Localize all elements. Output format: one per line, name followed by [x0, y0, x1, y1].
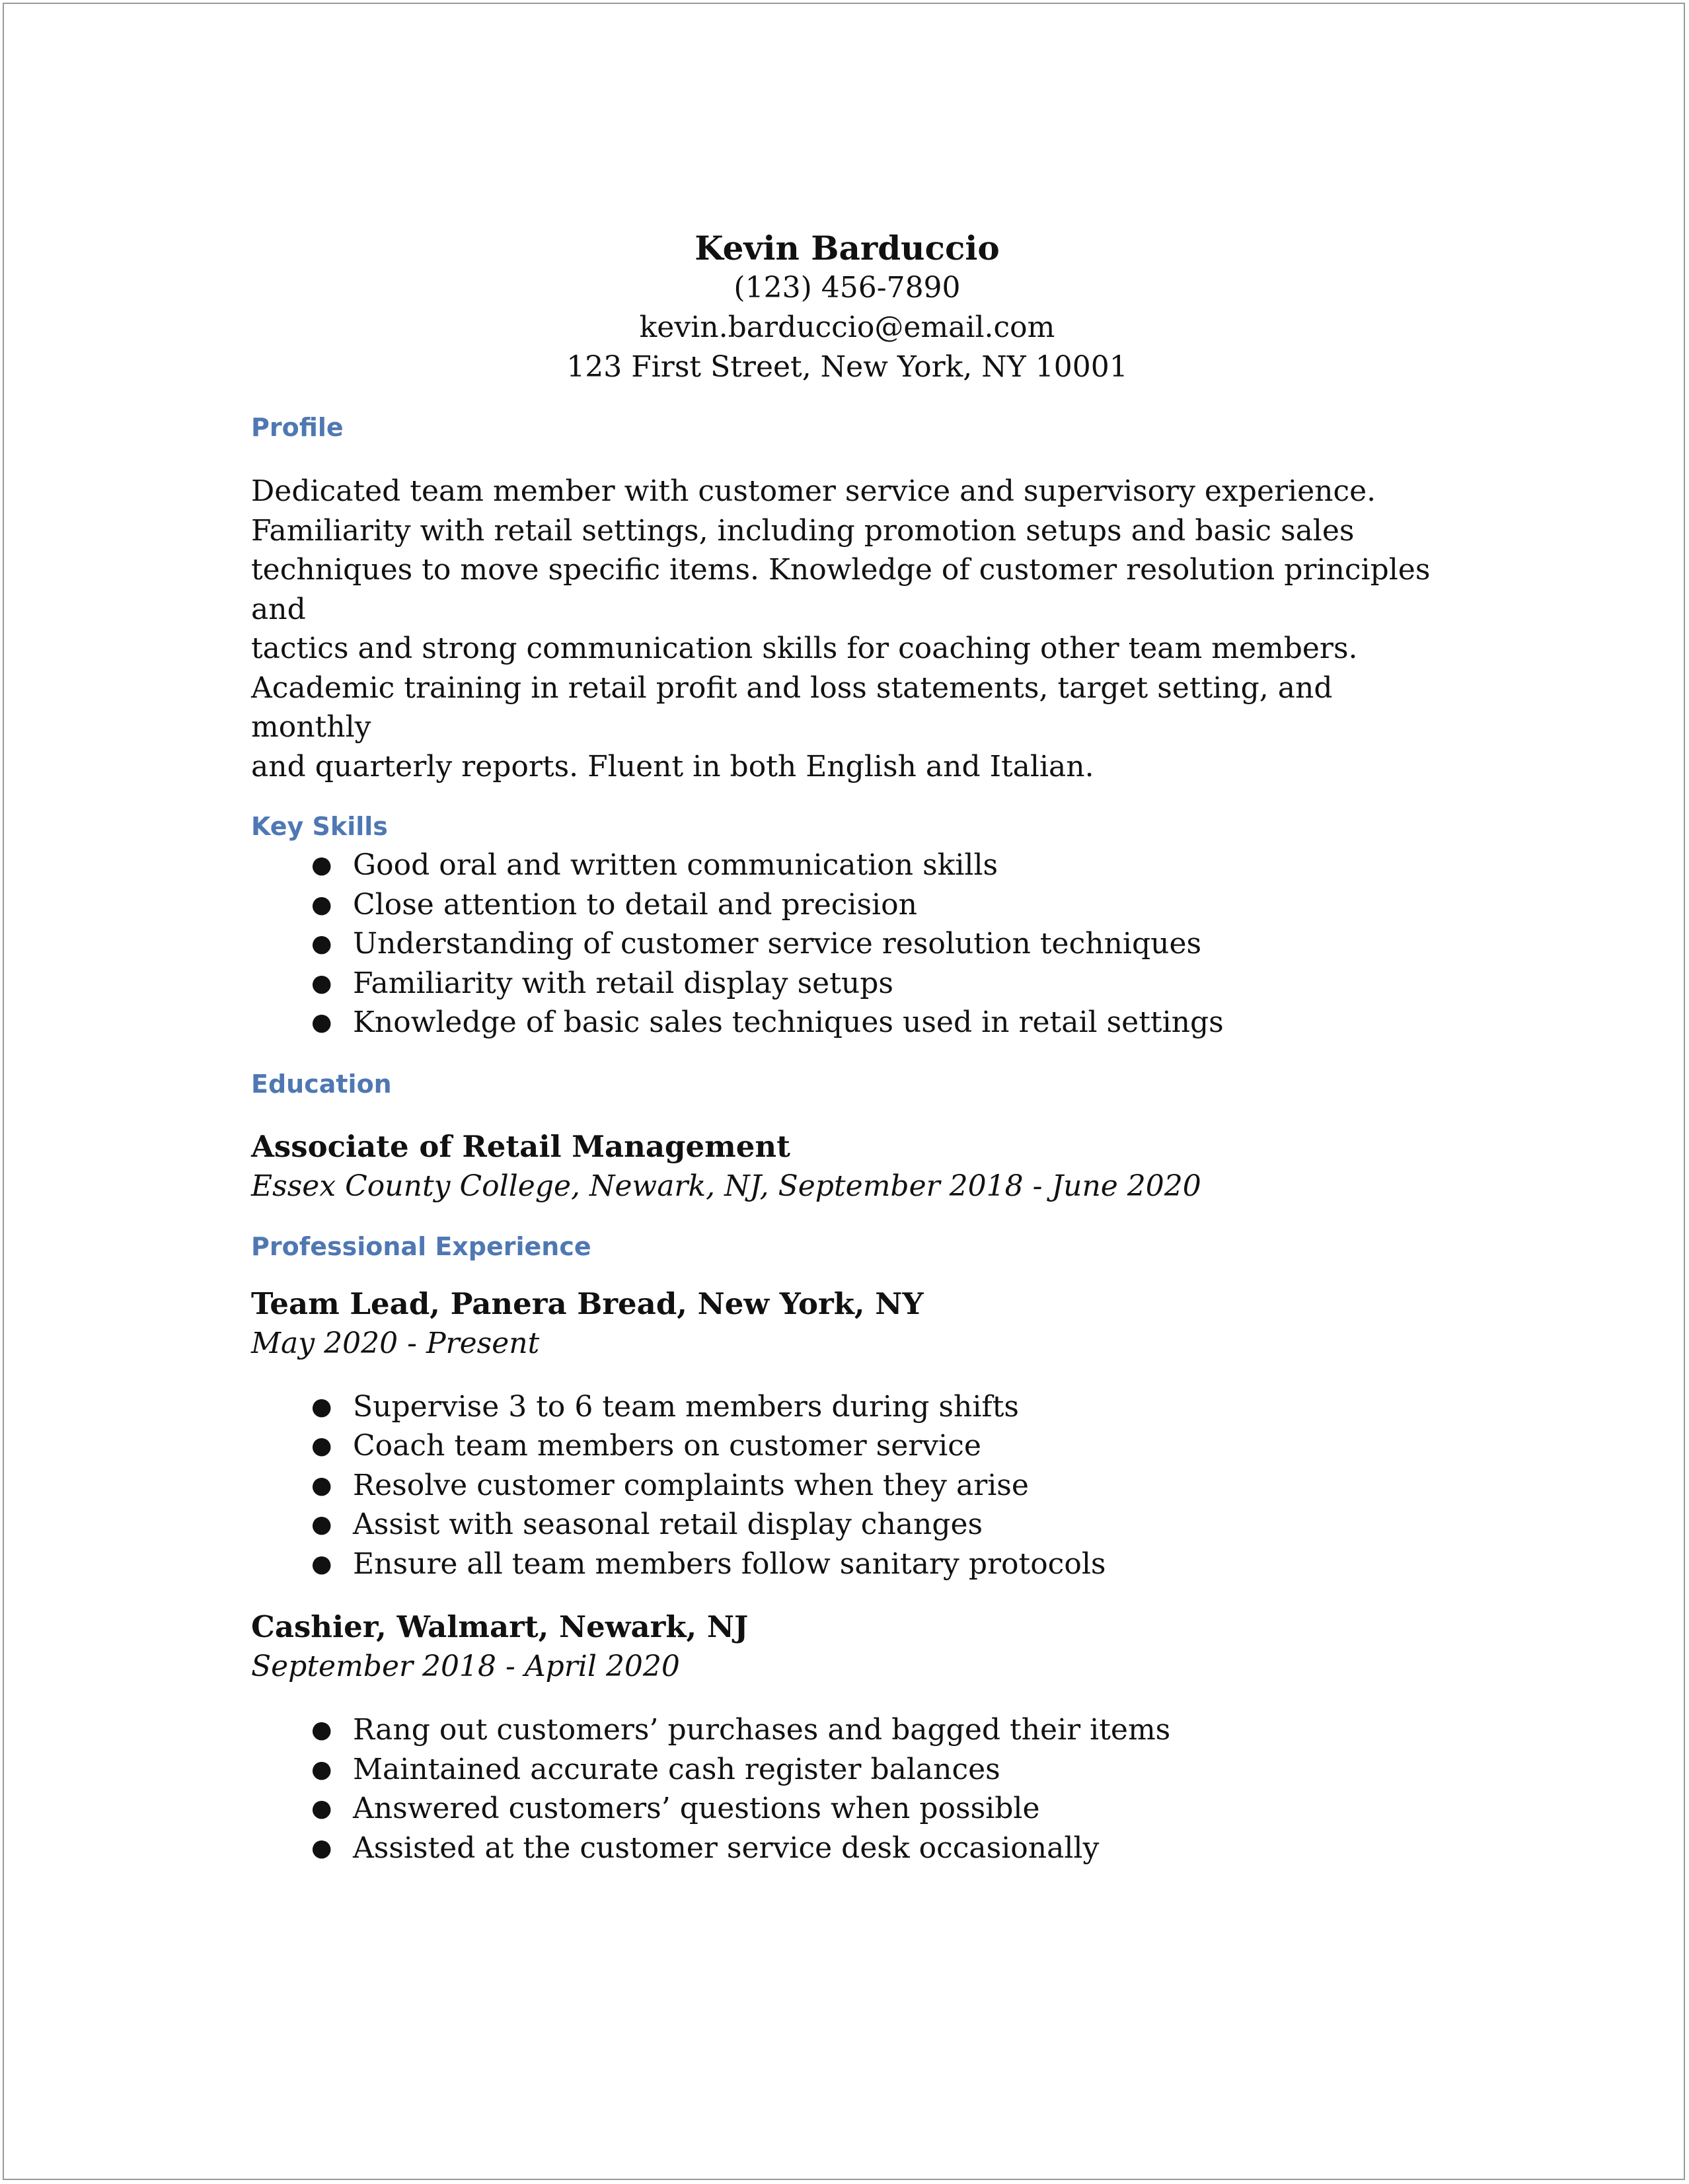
duty-text: Answered customers’ questions when possible — [353, 1792, 1040, 1825]
duty-text: Assisted at the customer service desk occasionally — [353, 1831, 1100, 1865]
experience-heading: Professional Experience — [251, 1231, 591, 1261]
job-entry — [251, 1284, 1454, 1584]
duty-text: Assist with seasonal retail display changes — [353, 1508, 983, 1541]
skills-heading: Key Skills — [251, 812, 388, 841]
education-entry — [251, 1127, 1454, 1206]
list-item — [251, 1466, 1454, 1506]
bullet-icon: ● — [311, 1471, 332, 1499]
profile-line: and quarterly reports. Fluent in both English and Italian. — [251, 749, 1094, 783]
street-address: 123 First Street, New York, NY 10001 — [566, 350, 1128, 384]
list-item — [251, 1426, 1454, 1466]
list-item — [251, 1710, 1454, 1750]
bullet-icon: ● — [311, 969, 332, 997]
skills-list — [251, 846, 1454, 1042]
list-item — [251, 1545, 1454, 1584]
bullet-icon: ● — [311, 1432, 332, 1459]
list-item — [251, 1750, 1454, 1790]
skill-text: Close attention to detail and precision — [353, 887, 917, 922]
list-item — [251, 846, 1454, 885]
duty-text: Resolve customer complaints when they arise — [353, 1468, 1029, 1502]
bullet-icon: ● — [311, 1393, 332, 1420]
bullet-icon: ● — [311, 1511, 332, 1538]
job-entry — [251, 1607, 1454, 1868]
bullet-icon: ● — [311, 1795, 332, 1822]
duty-text: Coach team members on customer service — [353, 1429, 981, 1463]
bullet-icon: ● — [311, 930, 332, 957]
profile-line: Dedicated team member with customer service and supervisory experience. — [251, 474, 1376, 508]
job-title: Cashier, Walmart, Newark, NJ — [251, 1609, 749, 1644]
resume-header — [251, 229, 1443, 387]
phone-number: (123) 456-7890 — [733, 271, 961, 305]
list-item — [251, 924, 1454, 964]
bullet-icon: ● — [311, 891, 332, 918]
resume-content — [251, 229, 1454, 1868]
duties-list — [251, 1710, 1454, 1868]
profile-line: Academic training in retail profit and loss statements, target setting, and monthly — [251, 671, 1333, 744]
education-section — [251, 1068, 1454, 1206]
profile-line: tactics and strong communication skills for coaching other team members. — [251, 632, 1358, 665]
duties-list — [251, 1387, 1454, 1584]
profile-heading: Profile — [251, 413, 344, 442]
duty-text: Ensure all team members follow sanitary protocols — [353, 1547, 1106, 1581]
skill-text: Knowledge of basic sales techniques used in retail settings — [353, 1005, 1224, 1039]
bullet-icon: ● — [311, 852, 332, 879]
duty-text: Maintained accurate cash register balances — [353, 1752, 1000, 1786]
list-item — [251, 1829, 1454, 1868]
profile-line: Familiarity with retail settings, including promotion setups and basic sales — [251, 513, 1355, 548]
list-item — [251, 1505, 1454, 1545]
duty-text: Rang out customers’ purchases and bagged their items — [353, 1713, 1171, 1747]
bullet-icon: ● — [311, 1755, 332, 1783]
education-heading: Education — [251, 1069, 392, 1099]
candidate-name: Kevin Barduccio — [694, 229, 1000, 268]
bullet-icon: ● — [311, 1550, 332, 1578]
experience-section — [251, 1230, 1454, 1868]
profile-text — [251, 472, 1454, 786]
job-title: Team Lead, Panera Bread, New York, NY — [251, 1286, 924, 1321]
skill-text: Understanding of customer service resolution techniques — [353, 927, 1202, 961]
skill-text: Good oral and written communication skills — [353, 848, 998, 882]
list-item — [251, 1789, 1454, 1829]
email-address: kevin.barduccio@email.com — [639, 310, 1055, 344]
bullet-icon: ● — [311, 1716, 332, 1743]
job-dates: September 2018 - April 2020 — [251, 1650, 680, 1683]
duty-text: Supervise 3 to 6 team members during shifts — [353, 1389, 1019, 1424]
profile-line: techniques to move specific items. Knowledge of customer resolution principles and — [251, 553, 1431, 626]
list-item — [251, 964, 1454, 1003]
degree-title: Associate of Retail Management — [251, 1128, 790, 1164]
bullet-icon: ● — [311, 1834, 332, 1862]
skill-text: Familiarity with retail display setups — [353, 966, 893, 1000]
list-item — [251, 1003, 1454, 1042]
skills-section — [251, 810, 1454, 1042]
list-item — [251, 1387, 1454, 1427]
bullet-icon: ● — [311, 1009, 332, 1036]
list-item — [251, 885, 1454, 925]
job-dates: May 2020 - Present — [251, 1326, 540, 1360]
profile-section — [251, 411, 1454, 786]
school-details: Essex County College, Newark, NJ, September 2018 - June 2020 — [251, 1169, 1201, 1203]
resume-page — [3, 3, 1685, 2180]
